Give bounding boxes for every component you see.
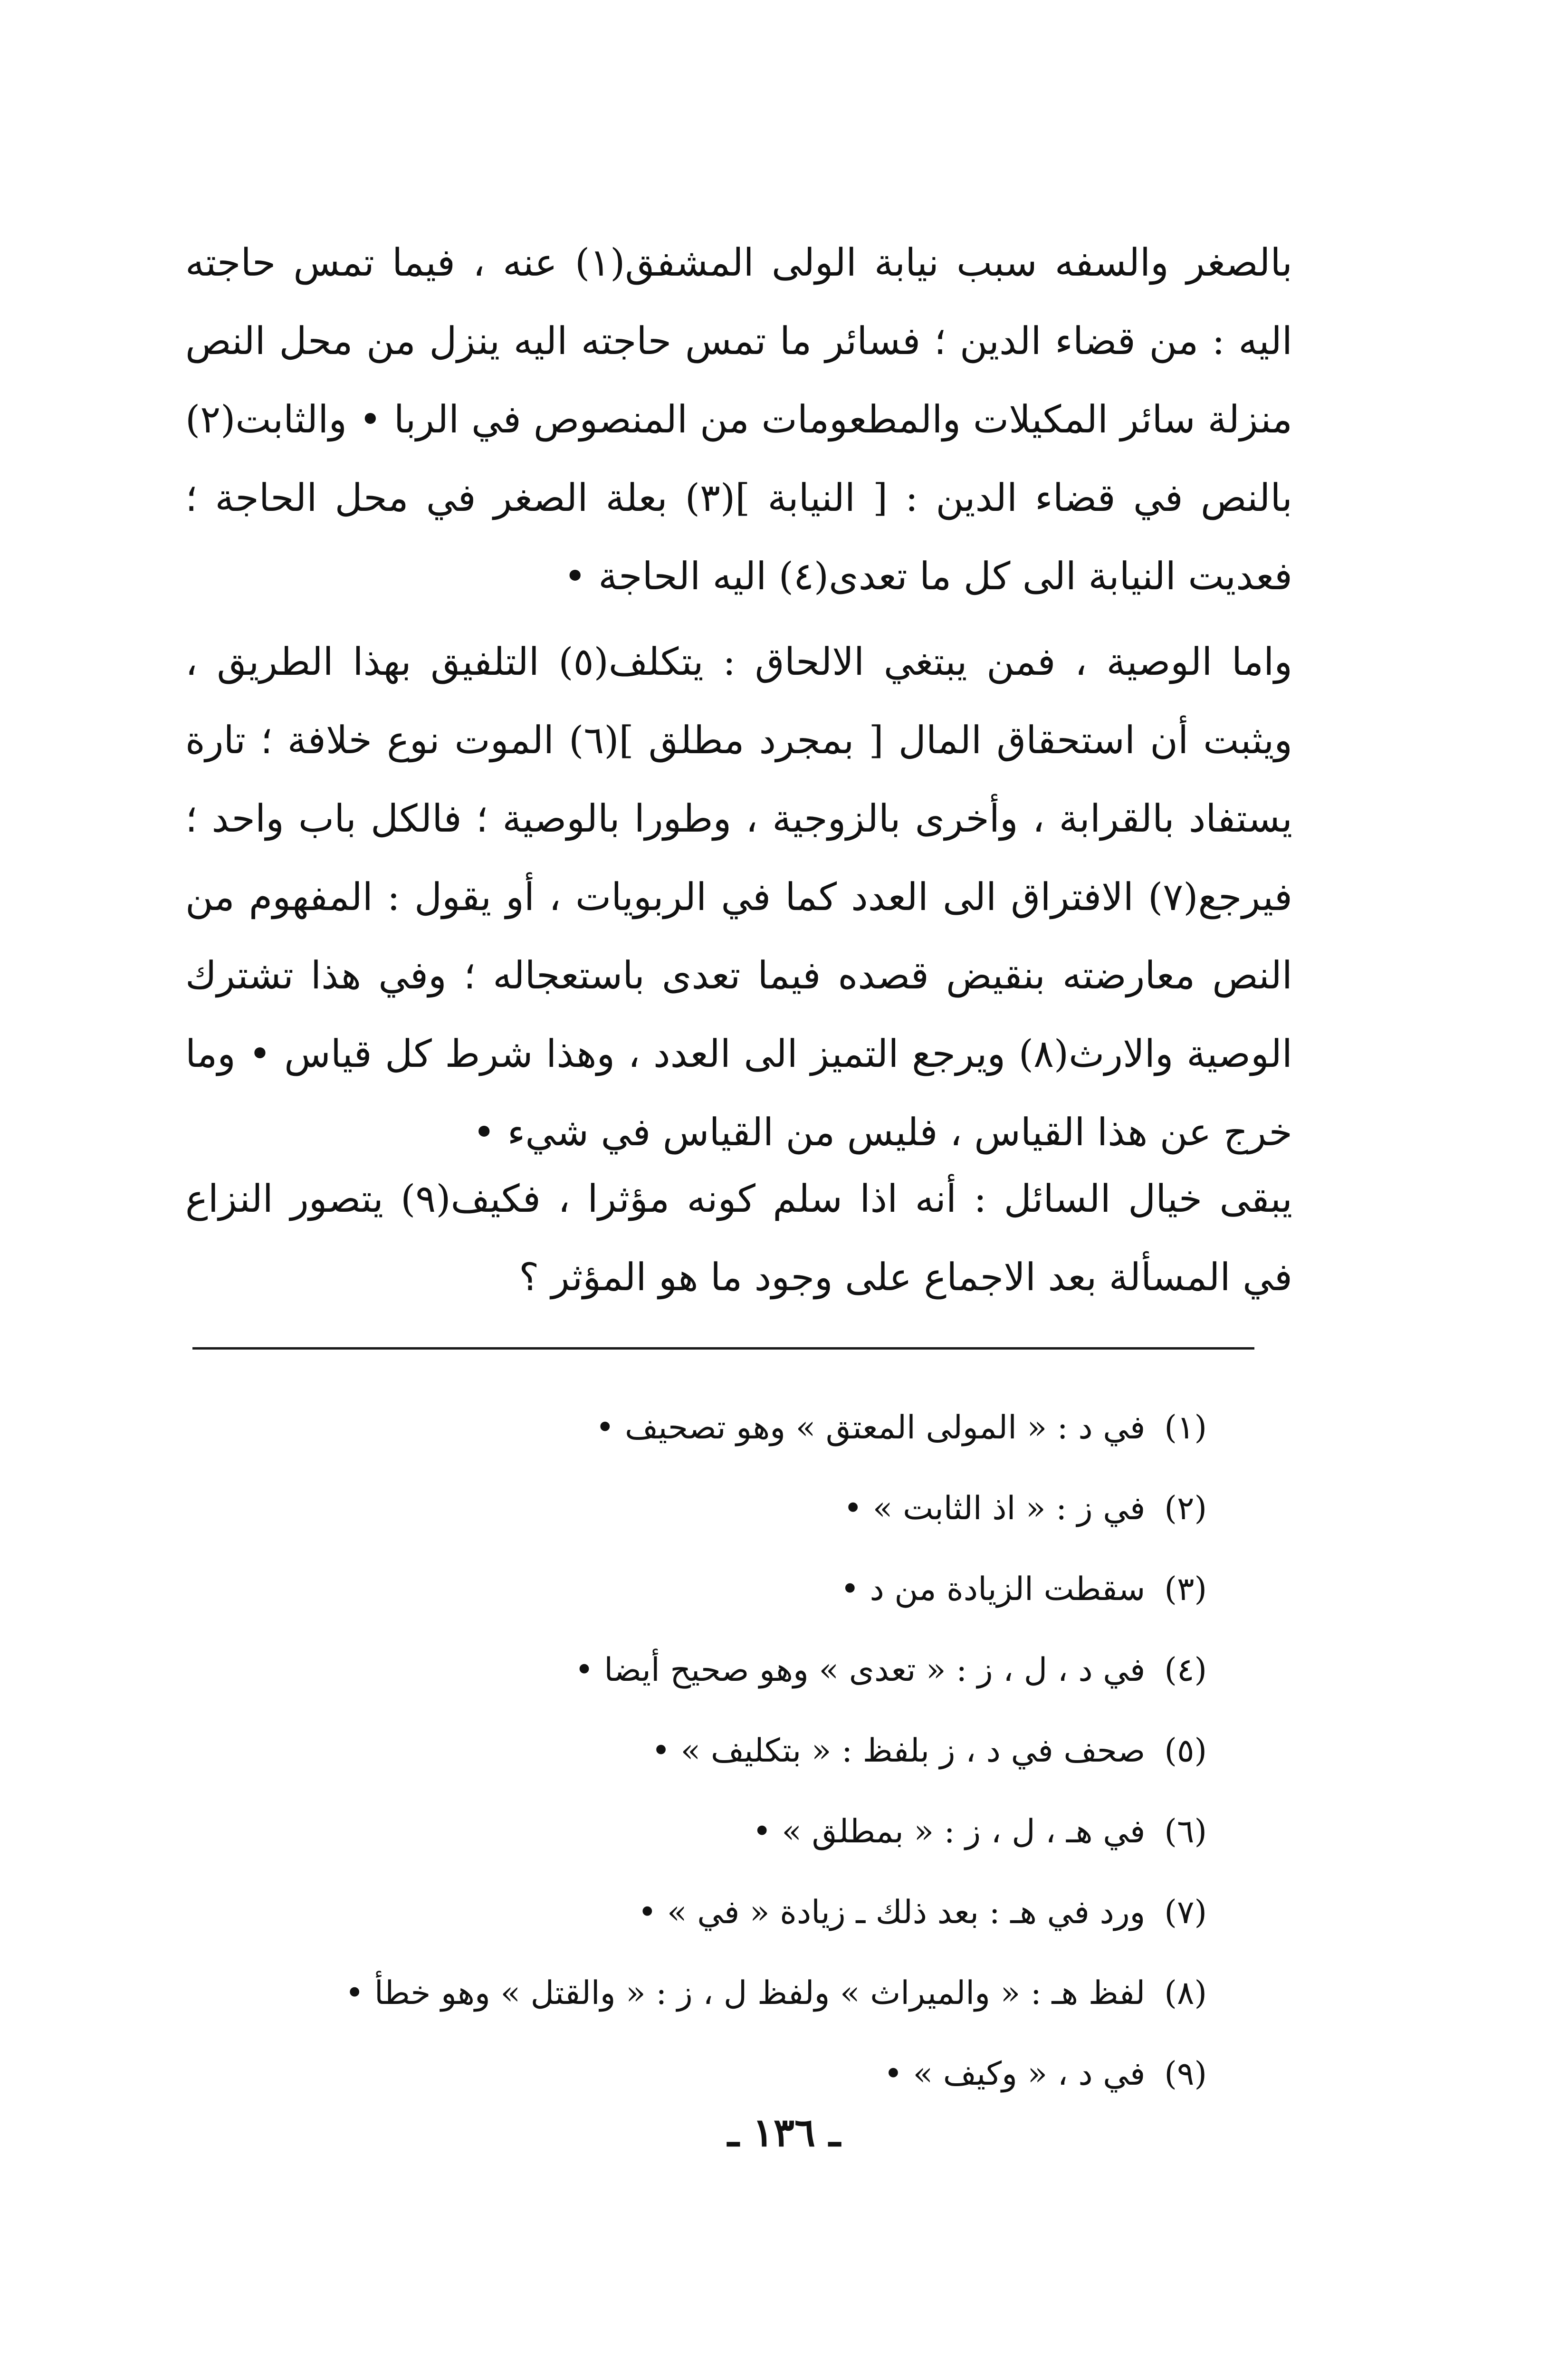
footnote-text: في ز : « اذ الثابت » • (843, 1490, 1146, 1527)
page-number: ـ ١٣٦ ـ (727, 2110, 841, 2156)
paragraph-text: واما الوصية ، فمن يبتغي الالحاق : يتكلف(٥) التلفيق بهذا الطريق ، ويثبت أن استحقاق المال [ بمجرد مطلق ](٦) الموت نوع خلافة ؛ تارة يستفاد بالقرابة ، وأخرى بالزوجية ، وطورا بالوصية ؛ فالكل باب واحد ؛ فيرجع(٧) الافتراق الى العدد كما في الربويات ، أو يقول : المفهوم من النص معارضته بنقيض قصده فيما تعدى باستعجاله ؛ وفي هذا تشترك الوصية والارث(٨) ويرجع التميز الى العدد ، وهذا شرط كل قياس • وما خرج عن هذا القياس ، فليس من القياس في شيء • (185, 640, 1293, 1154)
footnote-number: (٣) (1164, 1571, 1207, 1608)
footnote-text: ورد في هـ : بعد ذلك ـ زيادة « في » • (638, 1894, 1146, 1931)
footnote-text: في د : « المولى المعتق » وهو تصحيف • (595, 1409, 1146, 1447)
footnote-text: صحف في د ، ز بلفظ : « بتكليف » • (651, 1732, 1146, 1770)
footnote-number: (٥) (1164, 1732, 1207, 1770)
footnote-text: في د ، « وكيف » • (883, 2055, 1146, 2093)
footnote-separator (192, 1347, 1254, 1350)
body-paragraph (185, 1159, 1292, 1316)
paragraph-text: بالصغر والسفه سبب نيابة الولى المشفق(١) عنه ، فيما تمس حاجته اليه : من قضاء الدين ؛ فسائر ما تمس حاجته اليه ينزل من محل النص منزلة سائر المكيلات والمطعومات من المنصوص في الربا • والثابت(٢) بالنص في قضاء الدين : [ النيابة ](٣) بعلة الصغر في محل الحاجة ؛ فعديت النيابة الى كل ما تعدى(٤) اليه الحاجة • (185, 240, 1293, 598)
footnote-number: (٧) (1164, 1894, 1207, 1931)
footnote-item (185, 1953, 1207, 2034)
footnote-item (185, 2034, 1207, 2115)
footnote-item (185, 1468, 1207, 1549)
footnote-number: (٢) (1164, 1490, 1207, 1527)
body-paragraph (185, 623, 1292, 1171)
footnote-item (185, 1549, 1207, 1630)
footnote-number: (٤) (1164, 1651, 1207, 1689)
footnote-item (185, 1711, 1207, 1792)
footnote-text: سقطت الزيادة من د • (840, 1571, 1146, 1608)
paragraph-text: يبقى خيال السائل : أنه اذا سلم كونه مؤثرا ، فكيف(٩) يتصور النزاع في المسألة بعد الاجماع على وجود ما هو المؤثر ؟ (185, 1177, 1292, 1299)
footnote-text: في د ، ل ، ز : « تعدى » وهو صحيح أيضا • (574, 1651, 1146, 1689)
footnote-text: لفظ هـ : « والميراث » ولفظ ل ، ز : « والقتل » وهو خطأ • (345, 1974, 1146, 2012)
footnote-number: (٦) (1164, 1813, 1207, 1850)
footnotes (185, 1388, 1207, 2115)
footnote-number: (١) (1164, 1409, 1207, 1447)
body-paragraph (185, 223, 1292, 615)
footnote-item (185, 1872, 1207, 1953)
footnote-text: في هـ ، ل ، ز : « بمطلق » • (752, 1813, 1146, 1850)
footnote-number: (٨) (1164, 1974, 1207, 2012)
footnote-item (185, 1792, 1207, 1872)
footnote-number: (٩) (1164, 2055, 1207, 2093)
footnote-item (185, 1630, 1207, 1711)
footnote-item (185, 1388, 1207, 1468)
